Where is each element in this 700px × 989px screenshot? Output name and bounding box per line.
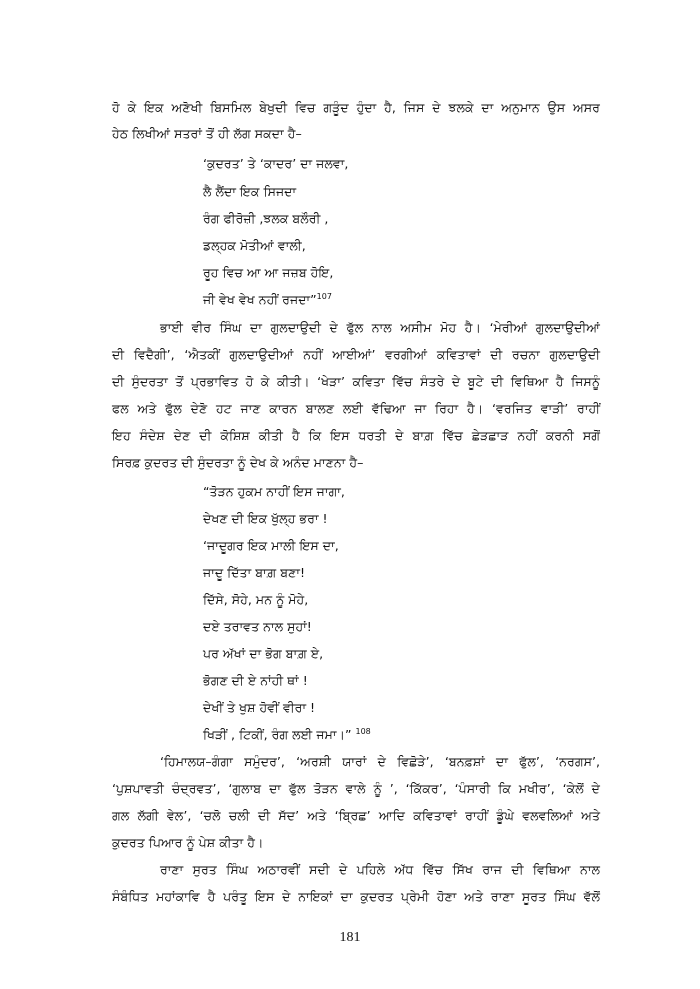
- verse-line: ਰੰਗ ਫੀਰੋਜ਼ੀ ,ਝਲਕ ਬਲੌਰੀ ,: [203, 211, 329, 226]
- page-number: 181: [339, 930, 361, 945]
- paragraph-4-line: ਸੰਬੰਧਿਤ ਮਹਾਂਕਾਵਿ ਹੈ ਪਰੰਤੂ ਇਸ ਦੇ ਨਾਇਕਾਂ ਦਾ ਕੁਦਰਤ ਪ੍ਰੇਮੀ ਹੋਣਾ ਅਤੇ ਰਾਣਾ ਸੂਰਤ ਸਿੰਘ ਵੱਲੋਂ: [112, 889, 600, 904]
- verse-line: [203, 727, 371, 743]
- verse-line: ਦੇਖੀਂ ਤੇ ਖੁਸ਼ ਹੋਵੀਂ ਵੀਰਾ !: [203, 700, 316, 715]
- paragraph-3-line: ਕੁਦਰਤ ਪਿਆਰ ਨੂੰ ਪੇਸ਼ ਕੀਤਾ ਹੈ।: [112, 835, 264, 850]
- paragraph-3-line: ‘ਹਿਮਾਲਯ–ਗੰਗਾ ਸਮੁੰਦਰ’, ‘ਅਰਸ਼ੀ ਯਾਰਾਂ ਦੇ ਵਿਛੋੜੇ’, ‘ਬਨਫ਼ਸ਼ਾਂ ਦਾ ਫੁੱਲ’, ‘ਨਰਗਸ’,: [160, 754, 600, 769]
- verse-line: ਦਿੱਸੇ, ਸੋਹੇ, ਮਨ ਨੂੰ ਮੋਹੇ,: [203, 592, 309, 607]
- verse-line: “ਤੋੜਨ ਹੁਕਮ ਨਾਹੀਂ ਇਸ ਜਾਗਾ,: [203, 484, 345, 499]
- verse-line: ਡਲ੍ਹਕ ਮੋਤੀਆਂ ਵਾਲੀ,: [203, 238, 306, 253]
- verse-line: ‘ਕੁਦਰਤ’ ਤੇ ‘ਕਾਦਰ’ ਦਾ ਜਲਵਾ,: [203, 156, 349, 171]
- verse-text: ਜੀ ਵੇਖ ਵੇਖ ਨਹੀਂ ਰਜਦਾ”: [203, 292, 317, 307]
- paragraph-1-line: ਹੋ ਕੇ ਇਕ ਅਣੋਖੀ ਬਿਸਮਿਲ ਬੇਖੁਦੀ ਵਿਚ ਗੜੂੰਦ ਹੁੰਦਾ ਹੈ, ਜਿਸ ਦੇ ਝਲਕੇ ਦਾ ਅਨੁਮਾਨ ਉਸ ਅਸਰ: [112, 100, 600, 115]
- verse-line: ਲੈ ਲੈਂਦਾ ਇਕ ਸਿਜਦਾ: [203, 184, 297, 199]
- verse-line: ਦੇਖਣ ਦੀ ਇਕ ਖੁੱਲ੍ਹ ਭਰਾ !: [203, 511, 328, 526]
- paragraph-2-line: ਦੀ ਸੁੰਦਰਤਾ ਤੋਂ ਪ੍ਰਭਾਵਿਤ ਹੋ ਕੇ ਕੀਤੀ। ‘ਖੇੜਾ’ ਕਵਿਤਾ ਵਿੱਚ ਸੰਤਰੇ ਦੇ ਬੂਟੇ ਦੀ ਵਿਥਿਆ ਹੈ ਜਿਸਨੂੰ: [112, 374, 600, 389]
- paragraph-2-line: ਇਹ ਸੰਦੇਸ਼ ਦੇਣ ਦੀ ਕੋਸ਼ਿਸ਼ ਕੀਤੀ ਹੈ ਕਿ ਇਸ ਧਰਤੀ ਦੇ ਬਾਗ਼ ਵਿੱਚ ਛੇੜਛਾੜ ਨਹੀਂ ਕਰਨੀ ਸਗੋਂ: [112, 428, 600, 443]
- footnote-ref: 108: [355, 726, 371, 736]
- paragraph-3-line: ਗਲ ਲੱਗੀ ਵੇਲ’, ‘ਚਲੋ ਚਲੀ ਦੀ ਸੱਦ’ ਅਤੇ ‘ਬ੍ਰਿਛ’ ਆਦਿ ਕਵਿਤਾਵਾਂ ਰਾਹੀਂ ਡੂੰਘੇ ਵਲਵਲਿਆਂ ਅਤੇ: [112, 808, 600, 823]
- paragraph-2-line: ਸਿਰਫ਼ ਕੁਦਰਤ ਦੀ ਸੁੰਦਰਤਾ ਨੂੰ ਦੇਖ ਕੇ ਅਨੰਦ ਮਾਣਨਾ ਹੈ–: [112, 455, 364, 470]
- paragraph-2-line: ਦੀ ਵਿਦੈਗੀ’, ‘ਐਤਕੀਂ ਗੁਲਦਾਉਦੀਆਂ ਨਹੀਂ ਆਈਆਂ’ ਵਰਗੀਆਂ ਕਵਿਤਾਵਾਂ ਦੀ ਰਚਨਾ ਗੁਲਦਾਉਦੀ: [112, 347, 600, 362]
- footnote-ref: 107: [316, 291, 332, 301]
- verse-line: [203, 292, 332, 308]
- verse-line: ਪਰ ਅੱਖਾਂ ਦਾ ਭੋਗ ਬਾਗ਼ ਏ,: [203, 646, 324, 661]
- verse-line: ਦਏ ਤਰਾਵਤ ਨਾਲ ਸੁਹਾਂ!: [203, 619, 312, 634]
- verse-line: ‘ਜਾਦੂਗਰ ਇਕ ਮਾਲੀ ਇਸ ਦਾ,: [203, 538, 339, 553]
- verse-line: ਰੂਹ ਵਿਚ ਆ ਆ ਜਜ਼ਬ ਹੋਇ,: [203, 265, 334, 280]
- verse-text: ਖਿੜੀਂ , ਟਿਕੀਂ, ਰੰਗ ਲਈ ਜਮਾ।”: [203, 727, 352, 742]
- paragraph-3-line: ‘ਪੁਸ਼ਪਾਵਤੀ ਚੰਦ੍ਰਵਤ’, ‘ਗੁਲਾਬ ਦਾ ਫੁੱਲ ਤੋੜਨ ਵਾਲੇ ਨੂੰ ’, ‘ਕਿੱਕਰ’, ‘ਪੰਸਾਰੀ ਕਿ ਮਖੀਰ’, ‘ਕੇਲੋਂ ਦੇ: [112, 781, 600, 796]
- verse-line: ਜਾਦੂ ਦਿੱਤਾ ਬਾਗ਼ ਬਣਾ!: [203, 565, 305, 580]
- paragraph-2-line: ਫਲ ਅਤੇ ਫੁੱਲ ਦੇਣੋ ਹਟ ਜਾਣ ਕਾਰਨ ਬਾਲਣ ਲਈ ਵੱਢਿਆ ਜਾ ਰਿਹਾ ਹੈ। ‘ਵਰਜਿਤ ਵਾੜੀ’ ਰਾਹੀਂ: [112, 401, 600, 416]
- paragraph-1-line: ਹੇਠ ਲਿਖੀਆਂ ਸਤਰਾਂ ਤੋਂ ਹੀ ਲੱਗ ਸਕਦਾ ਹੈ–: [112, 126, 302, 141]
- verse-line: ਭੋਗਣ ਦੀ ਏ ਨਾਂਹੀ ਥਾਂ !: [203, 673, 308, 688]
- paragraph-2-line: ਭਾਈ ਵੀਰ ਸਿੰਘ ਦਾ ਗੁਲਦਾਉਦੀ ਦੇ ਫੁੱਲ ਨਾਲ ਅਸੀਮ ਮੋਹ ਹੈ। ‘ਮੇਰੀਆਂ ਗੁਲਦਾਉਦੀਆਂ: [160, 320, 600, 335]
- paragraph-4-line: ਰਾਣਾ ਸੁਰਤ ਸਿੰਘ ਅਠਾਰਵੀਂ ਸਦੀ ਦੇ ਪਹਿਲੇ ਅੱਧ ਵਿੱਚ ਸਿੱਖ ਰਾਜ ਦੀ ਵਿਥਿਆ ਨਾਲ: [160, 862, 600, 877]
